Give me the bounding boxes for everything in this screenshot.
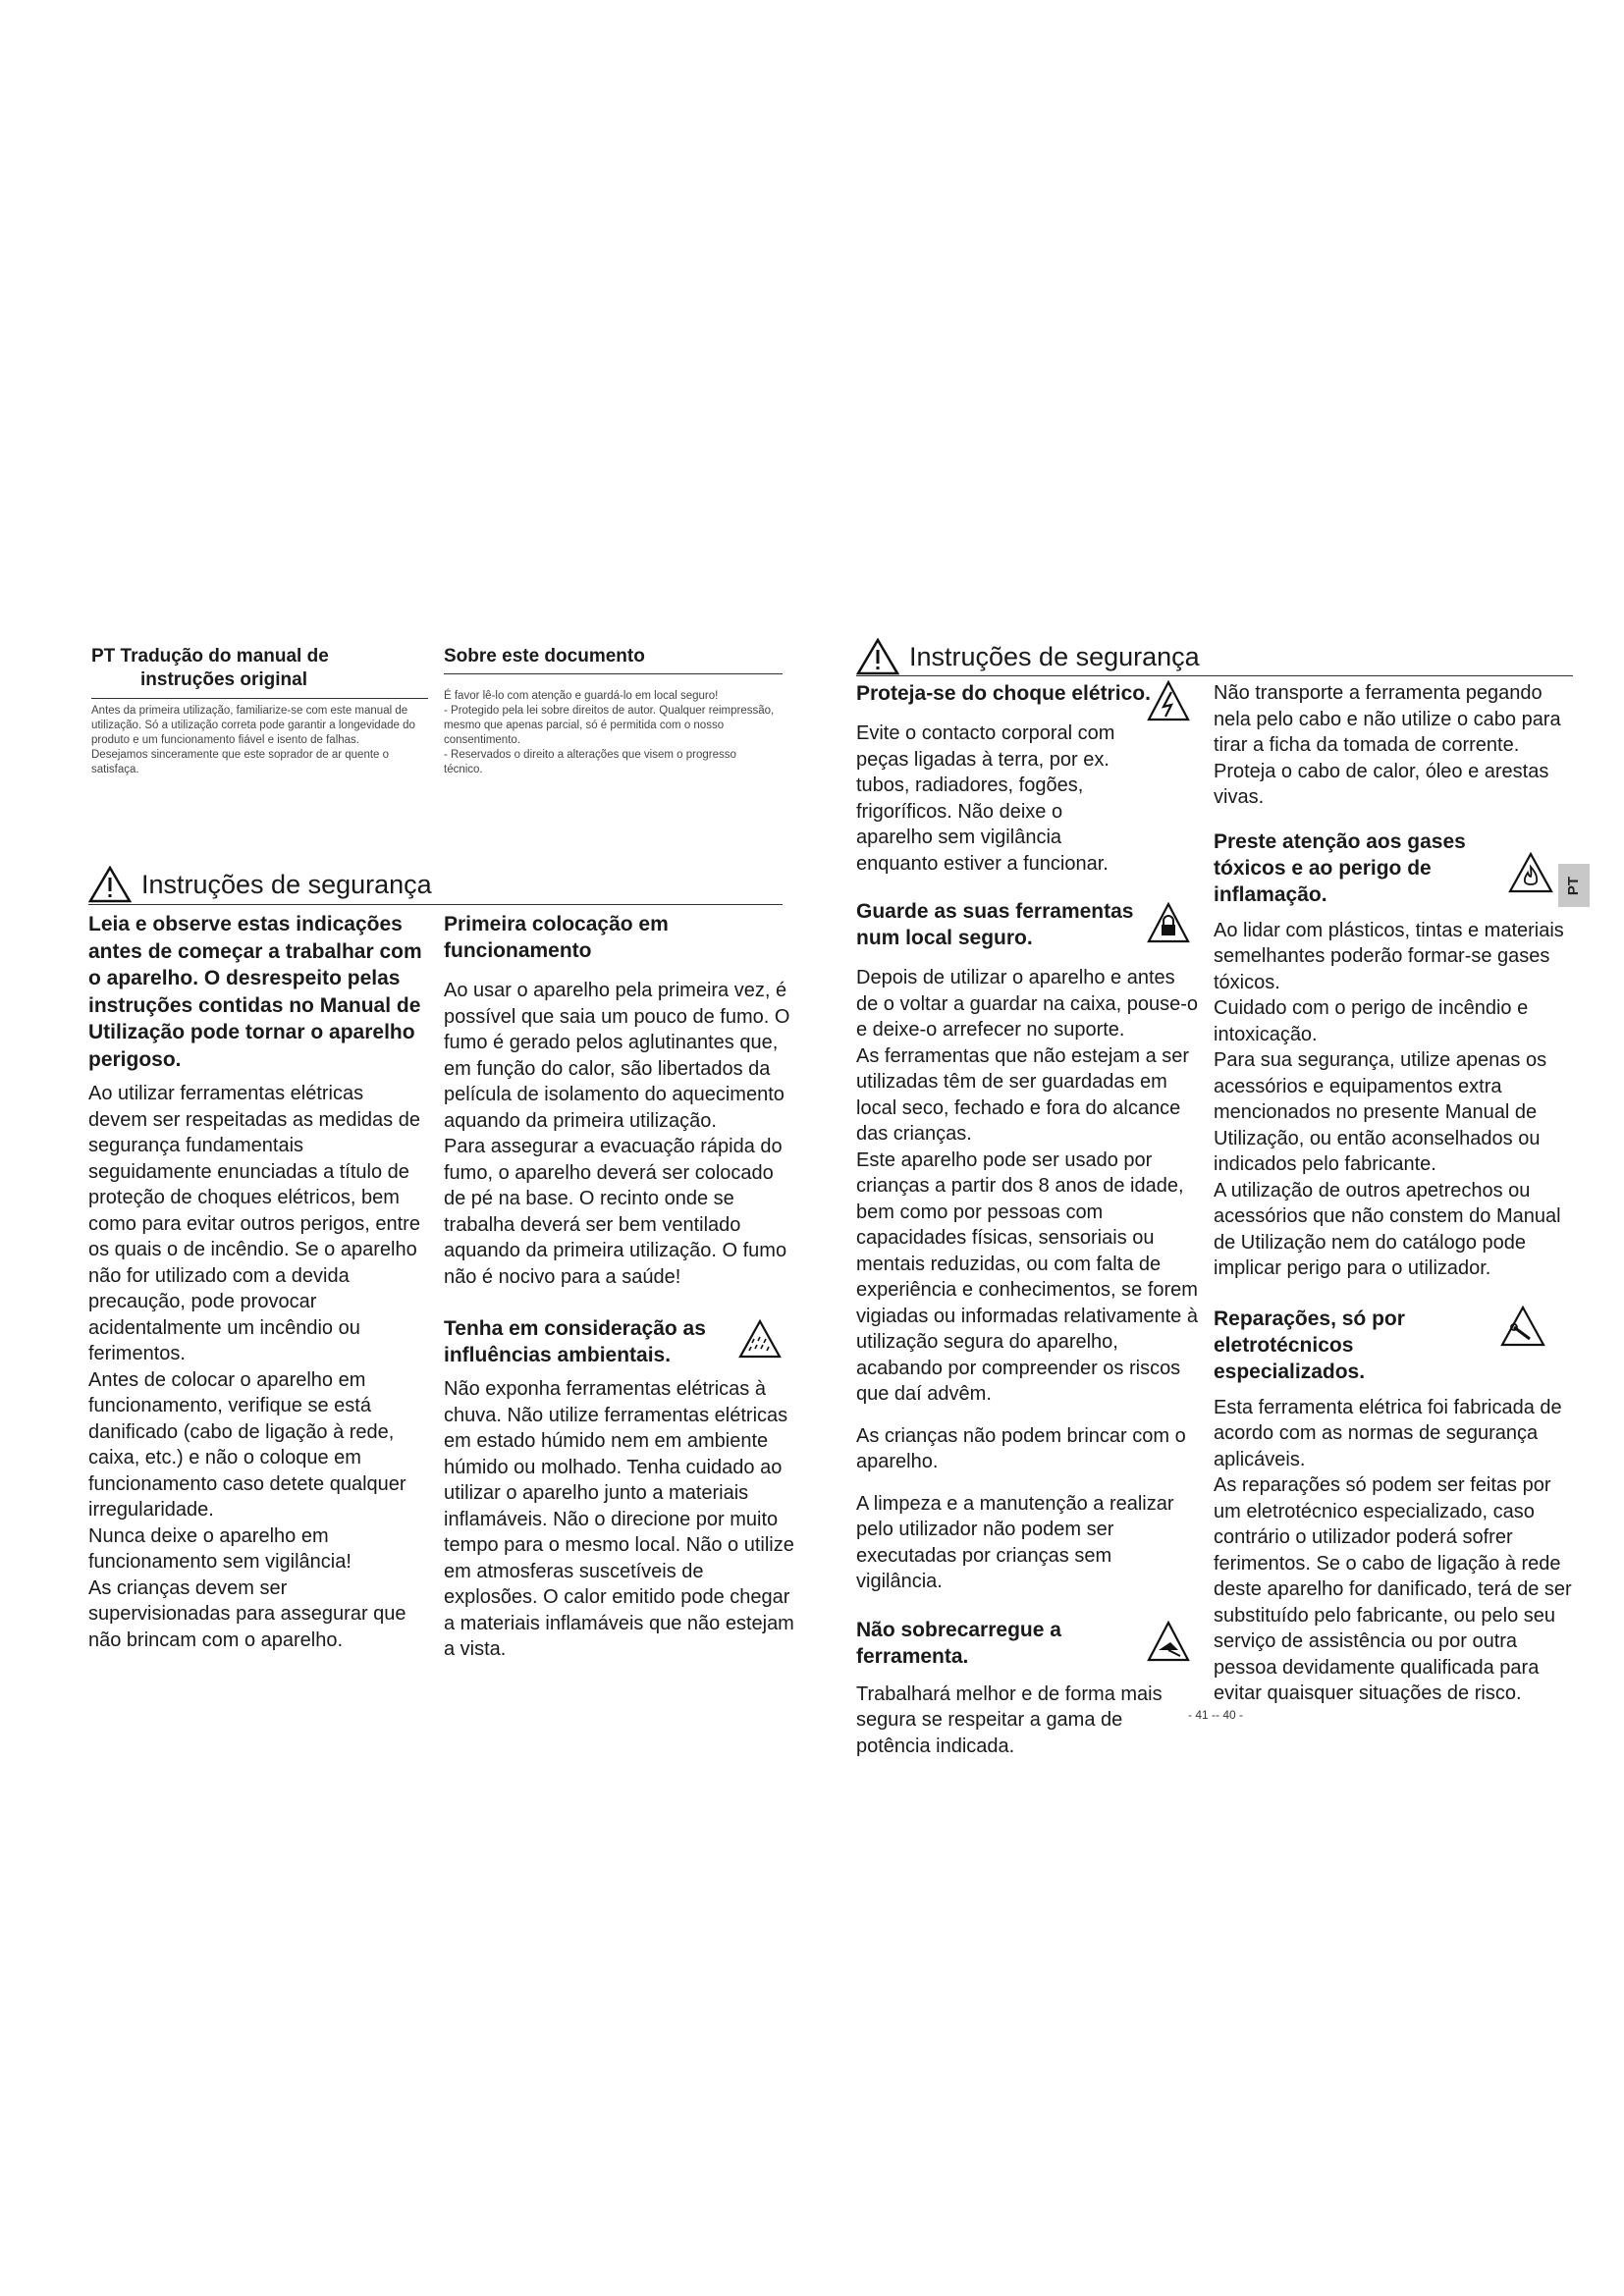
- store-paragraph-3: Este aparelho pode ser usado por crianças a partir dos 8 anos de idade, bem como por pessoas com capacidades físicas, sensoriais ou mentais reduzidas, ou com falta de experiência e conhecimentos, se forem vigiadas ou informadas relativamente à utilização segura do aparelho, acabando por compreender os riscos que daí advêm.: [856, 1148, 1198, 1405]
- about-document-title: Sobre este documento: [444, 646, 645, 667]
- warning-triangle-icon: [88, 866, 132, 903]
- para-never-unattended: Nunca deixe o aparelho em funcionamento sem vigilância!: [88, 1524, 352, 1573]
- first-use-paragraph-2: Para assegurar a evacuação rápida do fumo, o aparelho deverá ser colocado de pé na base. O recinto onde se trabalha deverá ser bem ventilado aquando da primeira utilização. O fumo não é nocivo para a saúde!: [444, 1136, 787, 1288]
- overload-section: [856, 1617, 1200, 1760]
- about-document-text: [444, 689, 778, 777]
- environment-title: Tenha em consideração as influências ambientais.: [444, 1317, 706, 1366]
- left-header-line1: PT Tradução do manual de: [91, 646, 329, 667]
- bold-intro: Leia e observe estas indicações antes de começar a trabalhar com o aparelho. O desrespeito pelas instruções contidas no Manual de Utilização pode tornar o aparelho perigoso.: [88, 913, 422, 1071]
- gas-paragraph-4: A utilização de outros apetrechos ou acessórios que não constem do Manual de Utilização nem do catálogo pode implicar perigo para o utilizador.: [1214, 1179, 1561, 1279]
- left-header-title: [91, 645, 425, 692]
- gas-paragraph-1: Ao lidar com plásticos, tintas e materiais semelhantes poderão formar-se gases tóxicos.: [1214, 919, 1564, 993]
- language-side-tab-label: PT: [1565, 876, 1583, 895]
- overload-warning-icon: [1147, 1621, 1190, 1662]
- left-safety-title-text: Instruções de segurança: [141, 870, 432, 899]
- cable-paragraph-1: Não transporte a ferramenta pegando nela pelo cabo e não utilize o cabo para tirar a ficha da tomada de corrente.: [1214, 682, 1561, 756]
- store-paragraph-1: Depois de utilizar o aparelho e antes de o voltar a guardar na caixa, pouse-o e deixe-o arrefecer no suporte.: [856, 967, 1198, 1041]
- left-column: [88, 911, 427, 1653]
- store-paragraph-4: As crianças não podem brincar com o aparelho.: [856, 1424, 1186, 1472]
- repair-paragraph-2: As reparações só podem ser feitas por um eletrotécnico especializado, caso contrário o utilizador poderá sofrer ferimentos. Se o cabo de ligação à rede deste aparelho for danificado, terá de ser substituído pelo fabricante, ou pelo seu serviço de assistência ou por outra pessoa devidamente qualificada para evitar quaisquer situações de risco.: [1214, 1474, 1572, 1704]
- overload-title: Não sobrecarregue a ferramenta.: [856, 1618, 1061, 1668]
- right-safety-title: [856, 638, 1200, 675]
- overload-paragraph: Trabalhará melhor e de forma mais segura se respeitar a gama de potência indicada.: [856, 1682, 1163, 1757]
- store-paragraph-5: A limpeza e a manutenção a realizar pelo utilizador não podem ser executadas por crianças sem vigilância.: [856, 1492, 1174, 1592]
- left-intro-text: [91, 704, 425, 777]
- intro-right-line2: - Protegido pela lei sobre direitos de autor. Qualquer reimpressão, mesmo que apenas parcial, só é permitida com o nosso consentimento.: [444, 705, 775, 746]
- intro-right-line3: - Reservados o direito a alterações que visem o progresso técnico.: [444, 749, 736, 775]
- gas-paragraph-2: Cuidado com o perigo de incêndio e intoxicação.: [1214, 997, 1529, 1045]
- warning-triangle-icon: [856, 638, 899, 675]
- environment-section: [444, 1315, 799, 1663]
- store-title: Guarde as suas ferramentas num local seguro.: [856, 900, 1134, 949]
- gas-title: Preste atenção aos gases tóxicos e ao perigo de inflamação.: [1214, 829, 1466, 906]
- left-safety-title: [88, 866, 432, 903]
- middle-column: [444, 911, 799, 1663]
- language-side-tab: [1558, 864, 1590, 907]
- first-use-paragraph-1: Ao usar o aparelho pela primeira vez, é possível que saia um pouco de fumo. O fumo é gerado pelos aglutinantes que, em função do calor, são libertados da película de isolamento do aquecimento aquando da primeira utilização.: [444, 980, 790, 1132]
- rain-warning-icon: [738, 1319, 782, 1359]
- environment-paragraph: Não exponha ferramentas elétricas à chuva. Não utilize ferramentas elétricas em estado húmido nem em ambiente húmido ou molhado. Tenha cuidado ao utilizar o aparelho junto a materiais inflamáveis. Não o direcione por muito tempo para o mesmo local. Não o utilize em atmosferas suscetíveis de explosões. O calor emitido pode chegar a materiais inflamáveis que não estejam a vista.: [444, 1378, 794, 1660]
- repair-warning-icon: [1500, 1306, 1545, 1347]
- right-safety-title-text: Instruções de segurança: [909, 642, 1200, 671]
- cable-paragraph-2: Proteja o cabo de calor, óleo e arestas vivas.: [1214, 760, 1549, 808]
- intro-left-paragraph-2: Desejamos sinceramente que este soprador de ar quente o satisfaça.: [91, 749, 390, 775]
- shock-paragraph: Evite o contacto corporal com peças ligadas à terra, por ex. tubos, radiadores, fogões, frigoríficos. Não deixe o aparelho sem vigilância enquanto estiver a funcionar.: [856, 722, 1115, 875]
- repair-section: [1214, 1306, 1573, 1707]
- repair-title: Reparações, só por eletrotécnicos especializados.: [1214, 1307, 1405, 1383]
- page-numbers: - 41 -- 40 -: [1188, 1708, 1244, 1722]
- fire-warning-icon: [1508, 852, 1553, 893]
- para-electric-safety: Ao utilizar ferramentas elétricas devem ser respeitadas as medidas de segurança fundamentais seguidamente enunciadas a título de proteção de choques elétricos, bem como para evitar outros perigos, entre os quais o de incêndio. Se o aparelho não for utilizado com a devida precaução, pode provocar acidentalmente um incêndio ou ferimentos.: [88, 1083, 420, 1364]
- repair-paragraph-1: Esta ferramenta elétrica foi fabricada de acordo com as normas de segurança aplicáveis.: [1214, 1396, 1562, 1470]
- para-children: As crianças devem ser supervisionadas para assegurar que não brincam com o aparelho.: [88, 1576, 406, 1651]
- lock-warning-icon: [1147, 902, 1190, 943]
- right-left-column: [856, 680, 1200, 1759]
- intro-right-line1: É favor lê-lo com atenção e guardá-lo em local seguro!: [444, 690, 719, 702]
- gas-section: [1214, 828, 1573, 1282]
- electric-shock-icon: [1147, 680, 1190, 721]
- right-right-column: [1214, 680, 1573, 1707]
- left-header-line2: instruções original: [140, 669, 307, 690]
- left-header-rule-1: [91, 698, 428, 699]
- store-paragraph-2: As ferramentas que não estejam a ser utilizadas têm de ser guardadas em local seco, fechado e fora do alcance das crianças.: [856, 1044, 1190, 1145]
- para-check-damage: Antes de colocar o aparelho em funcionamento, verifique se está danificado (cabo de ligação à rede, caixa, etc.) e não o coloque em funcionamento caso detete qualquer irregularidade.: [88, 1368, 406, 1521]
- store-section: [856, 898, 1200, 1595]
- left-header-rule-2: [444, 673, 783, 674]
- intro-left-paragraph: Antes da primeira utilização, familiarize-se com este manual de utilização. Só a utilização correta pode garantir a longevidade do produto e um funcionamento fiável e isento de falhas.: [91, 705, 415, 746]
- left-safety-rule: [88, 904, 783, 905]
- gas-paragraph-3: Para sua segurança, utilize apenas os acessórios e equipamentos extra mencionados no presente Manual de Utilização, ou então aconselhados ou indicados pelo fabricante.: [1214, 1049, 1547, 1175]
- shock-title: Proteja-se do choque elétrico.: [856, 682, 1151, 705]
- right-safety-rule: [856, 675, 1573, 676]
- shock-section: [856, 680, 1200, 877]
- first-use-title: Primeira colocação em funcionamento: [444, 913, 669, 962]
